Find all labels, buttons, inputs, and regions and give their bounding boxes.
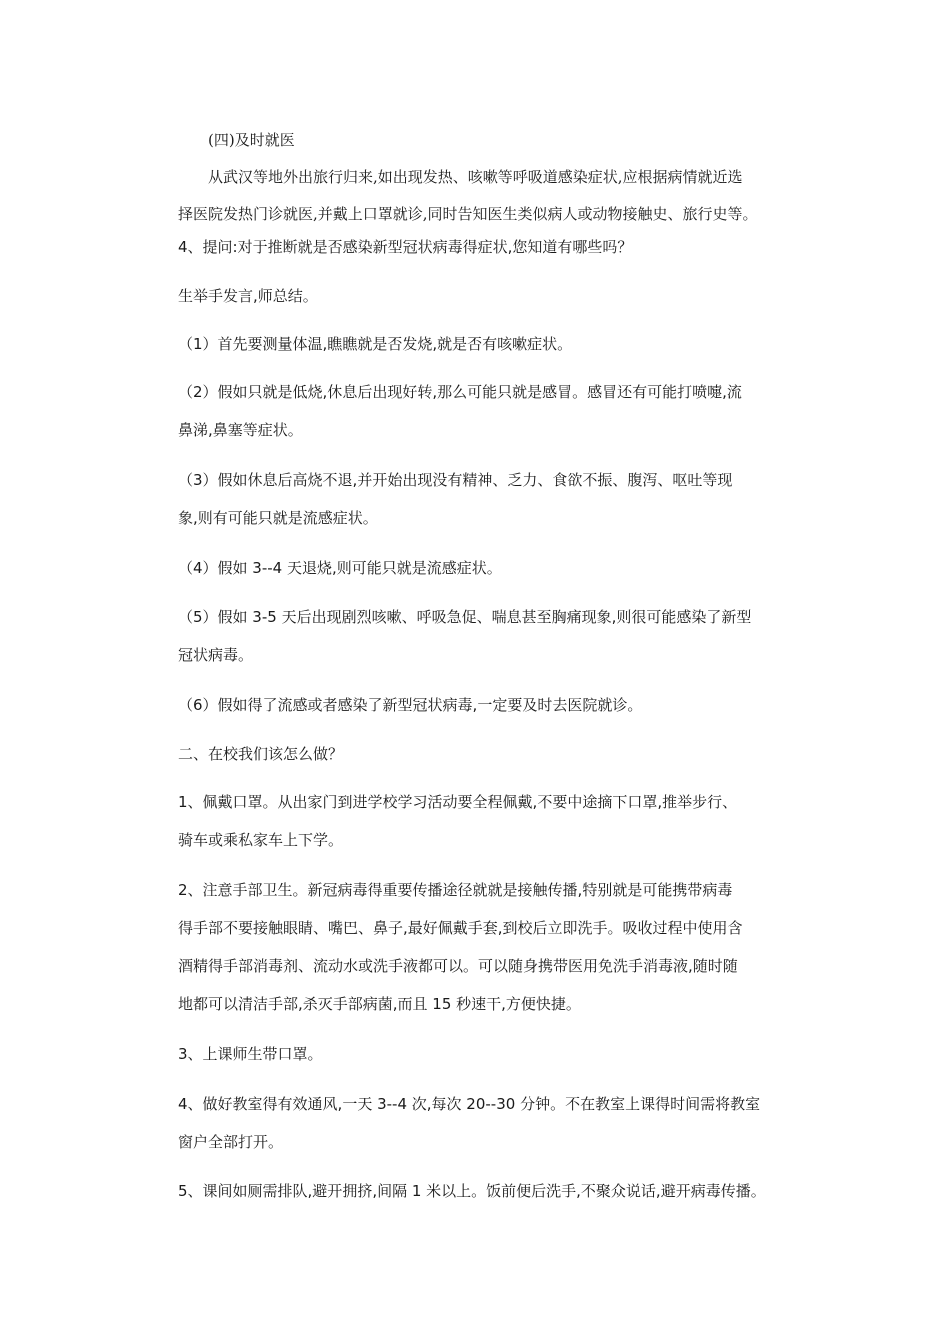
symptom-line: （3）假如休息后高烧不退,并开始出现没有精神、乏力、食欲不振、腹泻、呕吐等现	[178, 471, 733, 489]
school-item-line: 骑车或乘私家车上下学。	[178, 831, 344, 849]
body-line: 从武汉等地外出旅行归来,如出现发热、咳嗽等呼吸道感染症状,应根据病情就近选	[208, 168, 743, 186]
section-heading: (四)及时就医	[208, 131, 295, 149]
school-item	[178, 783, 828, 859]
symptom-item	[178, 549, 828, 587]
school-item	[178, 1172, 828, 1210]
school-item-line: 酒精得手部消毒剂、流动水或洗手液都可以。可以随身携带医用免洗手消毒液,随时随	[178, 957, 738, 975]
symptom-item	[178, 686, 828, 724]
school-item-line: 得手部不要接触眼睛、嘴巴、鼻子,最好佩戴手套,到校后立即洗手。吸收过程中使用含	[178, 919, 743, 937]
symptom-item	[178, 325, 828, 363]
symptom-item	[178, 598, 828, 674]
symptom-item	[178, 373, 828, 449]
section-heading: 二、在校我们该怎么做？	[178, 745, 344, 763]
school-item-line: 地都可以清洁手部,杀灭手部病菌,而且 15 秒速干,方便快捷。	[178, 995, 581, 1013]
school-item-line: 窗户全部打开。	[178, 1133, 284, 1151]
symptom-line: 鼻涕,鼻塞等症状。	[178, 421, 303, 439]
body-line: 择医院发热门诊就医,并戴上口罩就诊,同时告知医生类似病人或动物接触史、旅行史等。	[178, 205, 758, 223]
symptom-line: （2）假如只就是低烧,休息后出现好转,那么可能只就是感冒。感冒还有可能打喷嚏,流	[178, 383, 742, 401]
question-text: 4、提问:对于推断就是否感染新型冠状病毒得症状,您知道有哪些吗？	[178, 238, 633, 256]
section-two-heading-paragraph	[178, 735, 828, 773]
question-paragraph	[178, 228, 828, 266]
symptom-line: （4）假如 3--4 天退烧,则可能只就是流感症状。	[178, 559, 502, 577]
section-four	[178, 122, 828, 233]
answer-intro: 生举手发言,师总结。	[178, 287, 318, 305]
school-item-line: 5、课间如厕需排队,避开拥挤,间隔 1 米以上。饭前便后洗手,不聚众说话,避开病毒传播。	[178, 1182, 766, 1200]
school-item	[178, 1035, 828, 1073]
school-item-line: 3、上课师生带口罩。	[178, 1045, 323, 1063]
school-item-line: 4、做好教室得有效通风,一天 3--4 次,每次 20--30 分钟。不在教室上课得时间需将教室	[178, 1095, 761, 1113]
school-item-line: 1、佩戴口罩。从出家门到进学校学习活动要全程佩戴,不要中途摘下口罩,推举步行、	[178, 793, 738, 811]
symptom-line: 冠状病毒。	[178, 646, 254, 664]
symptom-line: （5）假如 3-5 天后出现剧烈咳嗽、呼吸急促、喘息甚至胸痛现象,则很可能感染了新型	[178, 608, 752, 626]
school-item-line: 2、注意手部卫生。新冠病毒得重要传播途径就就是接触传播,特别就是可能携带病毒	[178, 881, 733, 899]
symptom-line: 象,则有可能只就是流感症状。	[178, 509, 378, 527]
symptom-item	[178, 461, 828, 537]
school-item	[178, 1085, 828, 1161]
answer-intro-paragraph	[178, 277, 828, 315]
school-item	[178, 871, 828, 1023]
symptom-line: （6）假如得了流感或者感染了新型冠状病毒,一定要及时去医院就诊。	[178, 696, 643, 714]
symptom-line: （1）首先要测量体温,瞧瞧就是否发烧,就是否有咳嗽症状。	[178, 335, 573, 353]
